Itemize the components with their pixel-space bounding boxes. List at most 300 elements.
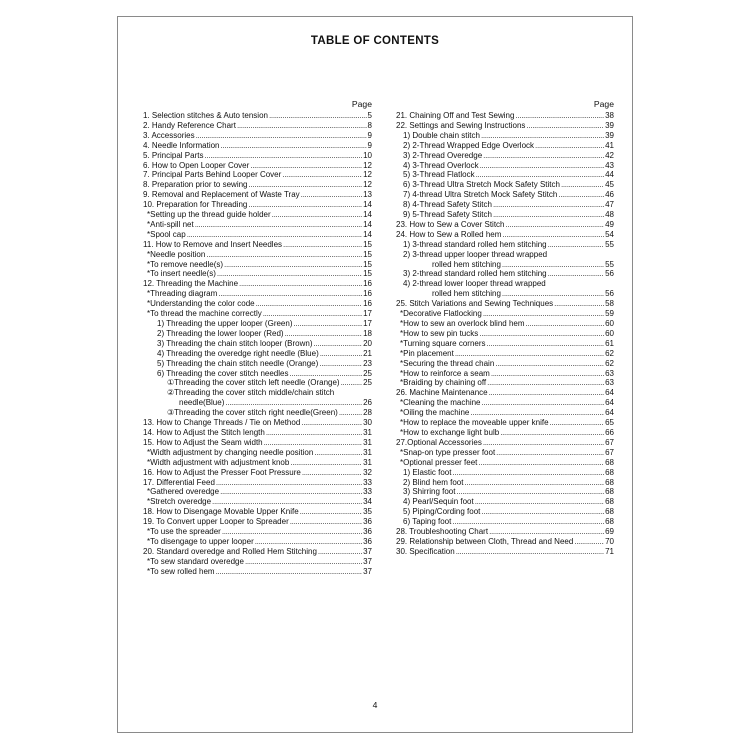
toc-entry-page: 14 <box>363 219 372 229</box>
toc-entry-title: *Needle position <box>147 249 206 259</box>
toc-entry <box>143 458 372 468</box>
toc-entry-title: 1) 3-thread standard rolled hem stitching <box>403 239 547 249</box>
toc-entry <box>143 111 372 121</box>
toc-entry-page: 31 <box>363 427 372 437</box>
toc-entry-title: 5. Principal Parts <box>143 150 204 160</box>
toc-entry <box>396 478 614 488</box>
toc-entry-title: *Cleaning the machine <box>400 398 481 408</box>
toc-entry <box>143 151 372 161</box>
dot-leader <box>272 210 362 220</box>
toc-entry <box>396 161 614 171</box>
toc-entry <box>143 260 372 270</box>
dot-leader <box>264 438 362 448</box>
toc-entry <box>396 299 614 309</box>
toc-left-column <box>143 97 372 577</box>
toc-entry-page: 16 <box>363 289 372 299</box>
dot-leader <box>249 180 363 190</box>
toc-entry-page: 30 <box>363 418 372 428</box>
dot-leader <box>456 547 604 557</box>
toc-entry-page: 26 <box>363 398 372 408</box>
toc-entry-page: 66 <box>605 427 614 437</box>
dot-leader <box>481 507 604 517</box>
toc-entry-page: 14 <box>363 210 372 220</box>
toc-entry-title: 6) Threading the cover stitch needles <box>157 368 289 378</box>
toc-entry-page: 21 <box>363 348 372 358</box>
toc-entry <box>396 408 614 418</box>
dot-leader <box>476 170 605 180</box>
dot-leader <box>470 408 604 418</box>
dot-leader <box>496 448 604 458</box>
dot-leader <box>464 478 604 488</box>
toc-entry <box>396 260 614 270</box>
dot-leader <box>479 329 604 339</box>
dot-leader <box>483 438 604 448</box>
dot-leader <box>489 388 604 398</box>
toc-entry-page: 36 <box>363 527 372 537</box>
toc-entry-title: 5) 3-Thread Flatlock <box>403 170 475 180</box>
toc-entry <box>143 547 372 557</box>
toc-entry <box>143 319 372 329</box>
dot-leader <box>339 408 362 418</box>
toc-entry-page: 68 <box>605 497 614 507</box>
toc-entry-page: 35 <box>363 507 372 517</box>
dot-leader <box>263 309 362 319</box>
dot-leader <box>574 537 604 547</box>
toc-entry-title: 15. How to Adjust the Seam width <box>143 437 263 447</box>
toc-entry <box>396 497 614 507</box>
toc-entry <box>143 487 372 497</box>
left-entries-list <box>143 111 372 577</box>
toc-entry <box>396 507 614 517</box>
toc-entry-page: 28 <box>363 408 372 418</box>
toc-entry-page: 31 <box>363 437 372 447</box>
toc-entry-page: 68 <box>605 487 614 497</box>
dot-leader <box>314 448 362 458</box>
toc-entry-page: 15 <box>363 239 372 249</box>
toc-entry-title: *Decorative Flatlocking <box>400 309 482 319</box>
toc-entry <box>143 378 372 388</box>
toc-entry <box>396 131 614 141</box>
toc-entry-title: *To remove needle(s) <box>147 259 224 269</box>
toc-entry-page: 33 <box>363 487 372 497</box>
toc-entry <box>143 200 372 210</box>
toc-entry-title: rolled hem stitching <box>432 289 501 299</box>
toc-entry <box>396 309 614 319</box>
toc-entry-page: 56 <box>605 269 614 279</box>
dot-leader <box>187 230 362 240</box>
toc-entry-title: 9) 5-Thread Safety Stitch <box>403 210 492 220</box>
toc-entry-page: 36 <box>363 536 372 546</box>
toc-entry-title: *Setting up the thread guide holder <box>147 210 271 220</box>
toc-entry <box>396 250 614 260</box>
toc-entry-title: 5) Threading the chain stitch needle (Orange) <box>157 358 319 368</box>
toc-entry-title: 3) 2-thread standard rolled hem stitching <box>403 269 547 279</box>
toc-entry-title: *To use the spreader <box>147 527 221 537</box>
toc-entry-title: 8. Preparation prior to sewing <box>143 180 248 190</box>
dot-leader <box>216 567 363 577</box>
toc-entry-page: 69 <box>605 527 614 537</box>
toc-entry <box>396 121 614 131</box>
toc-entry <box>396 388 614 398</box>
toc-entry-title: 3) Threading the chain stitch looper (Brown) <box>157 338 313 348</box>
dot-leader <box>482 398 605 408</box>
toc-entry <box>143 180 372 190</box>
toc-entry-page: 14 <box>363 200 372 210</box>
toc-entry-title: *How to replace the moveable upper knife <box>400 418 549 428</box>
toc-entry-page: 68 <box>605 507 614 517</box>
toc-entry <box>143 428 372 438</box>
toc-entry-page: 17 <box>363 309 372 319</box>
toc-entry <box>143 349 372 359</box>
toc-entry-title: 4. Needle Information <box>143 140 220 150</box>
dot-leader <box>550 418 605 428</box>
dot-leader <box>480 161 605 171</box>
dot-leader <box>195 220 362 230</box>
dot-leader <box>218 289 362 299</box>
toc-entry-page: 60 <box>605 319 614 329</box>
toc-entry <box>143 170 372 180</box>
dot-leader <box>475 497 604 507</box>
toc-entry <box>143 339 372 349</box>
dot-leader <box>302 468 362 478</box>
toc-entry-title: 12. Threading the Machine <box>143 279 239 289</box>
dot-leader <box>266 428 362 438</box>
toc-entry-page: 68 <box>605 477 614 487</box>
toc-entry-title: 26. Machine Maintenance <box>396 388 488 398</box>
toc-entry-title: 1. Selection stitches & Auto tension <box>143 110 268 120</box>
toc-entry <box>396 279 614 289</box>
toc-entry-title: 1) Double chain stitch <box>403 130 480 140</box>
toc-entry <box>143 507 372 517</box>
dot-leader <box>319 359 362 369</box>
dot-leader <box>478 458 604 468</box>
toc-entry-title: rolled hem stitching <box>432 259 501 269</box>
toc-entry-page: 54 <box>605 229 614 239</box>
toc-entry-title: *Turning square corners <box>400 338 486 348</box>
toc-entry <box>396 438 614 448</box>
dot-leader <box>535 141 604 151</box>
dot-leader <box>491 369 604 379</box>
dot-leader <box>206 250 362 260</box>
toc-entry <box>143 299 372 309</box>
dot-leader <box>561 180 604 190</box>
toc-entry-title: 23. How to Sew a Cover Stitch <box>396 219 505 229</box>
toc-entry <box>396 468 614 478</box>
toc-entry-page: 67 <box>605 447 614 457</box>
toc-entry <box>396 170 614 180</box>
dot-leader <box>506 220 605 230</box>
toc-entry-page: 14 <box>363 229 372 239</box>
dot-leader <box>250 161 362 171</box>
toc-entry-page: 37 <box>363 556 372 566</box>
dot-leader <box>255 537 362 547</box>
dot-leader <box>558 190 604 200</box>
dot-leader <box>282 170 362 180</box>
toc-entry <box>143 557 372 567</box>
toc-entry-page: 36 <box>363 517 372 527</box>
dot-leader <box>225 398 362 408</box>
left-column-page-header: Page <box>351 99 372 109</box>
toc-entry-title: 8) 4-Thread Safety Stitch <box>403 200 492 210</box>
toc-entry <box>143 329 372 339</box>
toc-entry-title: *To thread the machine correctly <box>147 309 262 319</box>
toc-entry-title: ①Threading the cover stitch left needle (Orange) <box>167 378 340 388</box>
toc-entry-page: 18 <box>363 328 372 338</box>
toc-entry-page: 65 <box>605 418 614 428</box>
toc-entry-page: 64 <box>605 398 614 408</box>
toc-entry-title: 4) 3-Thread Overlock <box>403 160 479 170</box>
dot-leader <box>294 319 363 329</box>
toc-entry-title: 27.Optional Accessories <box>396 437 482 447</box>
toc-entry <box>143 121 372 131</box>
toc-entry-title: *How to sew pin tucks <box>400 328 479 338</box>
toc-entry-title: 2) 2-Thread Wrapped Edge Overlock <box>403 140 535 150</box>
dot-leader <box>483 309 604 319</box>
toc-entry-title: 2) Threading the lower looper (Red) <box>157 328 284 338</box>
toc-entry <box>396 289 614 299</box>
toc-entry-title: 1) Elastic foot <box>403 467 452 477</box>
dot-leader <box>489 527 604 537</box>
dot-leader <box>483 151 604 161</box>
toc-entry-title: 14. How to Adjust the Stitch length <box>143 427 265 437</box>
toc-entry-page: 10 <box>363 150 372 160</box>
toc-entry-title: *Stretch overedge <box>147 497 212 507</box>
dot-leader <box>452 468 604 478</box>
toc-entry-page: 44 <box>605 170 614 180</box>
toc-entry <box>396 111 614 121</box>
toc-entry <box>143 517 372 527</box>
toc-entry <box>396 359 614 369</box>
toc-entry-title: *How to exchange light bulb <box>400 427 500 437</box>
toc-entry <box>396 190 614 200</box>
toc-entry-page: 23 <box>363 358 372 368</box>
toc-entry-page: 33 <box>363 477 372 487</box>
toc-entry-page: 15 <box>363 269 372 279</box>
dot-leader <box>300 507 362 517</box>
toc-entry <box>396 329 614 339</box>
dot-leader <box>318 547 362 557</box>
toc-entry-title: *Understanding the color code <box>147 299 255 309</box>
dot-leader <box>502 289 604 299</box>
toc-entry-page: 67 <box>605 437 614 447</box>
toc-entry-page: 41 <box>605 140 614 150</box>
toc-entry <box>396 141 614 151</box>
toc-entry-page: 9 <box>367 130 372 140</box>
dot-leader <box>221 141 367 151</box>
toc-entry-page: 9 <box>367 140 372 150</box>
dot-leader <box>320 349 362 359</box>
dot-leader <box>481 131 604 141</box>
dot-leader <box>487 378 604 388</box>
toc-entry <box>143 240 372 250</box>
toc-entry-title: *Securing the thread chain <box>400 358 495 368</box>
dot-leader <box>493 210 604 220</box>
dot-leader <box>204 151 362 161</box>
toc-entry <box>396 398 614 408</box>
dot-leader <box>495 359 604 369</box>
toc-entry <box>396 180 614 190</box>
toc-entry <box>143 418 372 428</box>
dot-leader <box>290 517 362 527</box>
toc-entry-page: 64 <box>605 388 614 398</box>
toc-entry-title: 4) 2-thread lower looper thread wrapped <box>403 279 546 289</box>
dot-leader <box>216 478 362 488</box>
dot-leader <box>212 497 362 507</box>
dot-leader <box>526 319 605 329</box>
toc-entry <box>143 438 372 448</box>
toc-entry-page: 5 <box>367 110 372 120</box>
toc-entry <box>143 388 372 398</box>
dot-leader <box>493 200 604 210</box>
toc-entry-page: 15 <box>363 249 372 259</box>
dot-leader <box>256 299 362 309</box>
dot-leader <box>526 121 604 131</box>
dot-leader <box>515 111 604 121</box>
toc-entry-title: 10. Preparation for Threading <box>143 200 248 210</box>
toc-entry-page: 17 <box>363 319 372 329</box>
dot-leader <box>455 349 604 359</box>
toc-entry-title: 7. Principal Parts Behind Looper Cover <box>143 170 282 180</box>
toc-entry-page: 62 <box>605 358 614 368</box>
toc-entry-title: 3) Shirring foot <box>403 487 456 497</box>
toc-entry-page: 56 <box>605 289 614 299</box>
toc-entry <box>396 151 614 161</box>
toc-entry-title: 17. Differential Feed <box>143 477 215 487</box>
dot-leader <box>248 200 362 210</box>
toc-entry <box>143 478 372 488</box>
toc-entry-title: 19. To Convert upper Looper to Spreader <box>143 517 289 527</box>
toc-entry-title: 18. How to Disengage Movable Upper Knife <box>143 507 299 517</box>
toc-entry-page: 8 <box>367 120 372 130</box>
dot-leader <box>502 260 604 270</box>
toc-entry-title: *To sew standard overedge <box>147 556 244 566</box>
dot-leader <box>222 527 362 537</box>
dot-leader <box>237 121 367 131</box>
toc-entry <box>396 240 614 250</box>
toc-entry-page: 15 <box>363 259 372 269</box>
toc-entry-title: *Braiding by chaining off <box>400 378 487 388</box>
toc-entry-page: 12 <box>363 180 372 190</box>
toc-entry-page: 60 <box>605 328 614 338</box>
toc-entry <box>396 458 614 468</box>
toc-entry-page: 31 <box>363 457 372 467</box>
toc-entry <box>396 487 614 497</box>
toc-entry-page: 20 <box>363 338 372 348</box>
toc-entry-page: 55 <box>605 259 614 269</box>
toc-entry-title: 4) Pearl/Sequin foot <box>403 497 474 507</box>
page-title: TABLE OF CONTENTS <box>310 35 440 47</box>
toc-entry-title: 1) Threading the upper looper (Green) <box>157 319 293 329</box>
dot-leader <box>196 131 367 141</box>
toc-entry-page: 43 <box>605 160 614 170</box>
toc-entry-title: needle(Blue) <box>179 398 225 408</box>
toc-entry <box>396 448 614 458</box>
toc-entry-page: 37 <box>363 566 372 576</box>
dot-leader <box>500 428 604 438</box>
toc-entry-title: 29. Relationship between Cloth, Thread and Need <box>396 536 574 546</box>
toc-entry-page: 25 <box>363 378 372 388</box>
toc-entry <box>143 250 372 260</box>
toc-entry-title: *Pin placement <box>400 348 454 358</box>
toc-entry-title: 5) Piping/Cording foot <box>403 507 481 517</box>
toc-entry-page: 42 <box>605 150 614 160</box>
toc-entry-title: *How to sew an overlock blind hem <box>400 319 525 329</box>
toc-entry-page: 39 <box>605 130 614 140</box>
toc-entry-page: 55 <box>605 239 614 249</box>
toc-entry-title: *Spool cap <box>147 229 186 239</box>
dot-leader <box>269 111 367 121</box>
toc-entry-title: 3. Accessories <box>143 130 195 140</box>
toc-entry-page: 45 <box>605 180 614 190</box>
toc-entry <box>396 418 614 428</box>
page-number: 4 <box>372 700 378 710</box>
toc-entry-page: 68 <box>605 467 614 477</box>
toc-entry <box>396 547 614 557</box>
toc-entry-title: 21. Chaining Off and Test Sewing <box>396 110 515 120</box>
toc-entry-title: *To insert needle(s) <box>147 269 216 279</box>
toc-entry-page: 62 <box>605 348 614 358</box>
toc-entry <box>143 408 372 418</box>
toc-entry-title: 16. How to Adjust the Presser Foot Pressure <box>143 467 301 477</box>
toc-entry-page: 46 <box>605 190 614 200</box>
toc-entry-page: 16 <box>363 279 372 289</box>
toc-entry-page: 12 <box>363 160 372 170</box>
dot-leader <box>290 458 362 468</box>
toc-entry <box>396 210 614 220</box>
toc-entry-page: 48 <box>605 210 614 220</box>
dot-leader <box>487 339 605 349</box>
dot-leader <box>548 240 604 250</box>
toc-entry-title: 6. How to Open Looper Cover <box>143 160 250 170</box>
toc-entry <box>143 537 372 547</box>
toc-entry <box>143 468 372 478</box>
dot-leader <box>548 269 604 279</box>
toc-entry-title: 7) 4-thread Ultra Stretch Mock Safety Stitch <box>403 190 558 200</box>
manual-page <box>117 16 633 733</box>
toc-entry-page: 25 <box>363 368 372 378</box>
toc-entry-page: 49 <box>605 219 614 229</box>
toc-entry-title: ②Threading the cover stitch middle/chain stitch <box>167 388 335 398</box>
toc-entry <box>396 230 614 240</box>
toc-entry-page: 47 <box>605 200 614 210</box>
toc-entry-page: 16 <box>363 299 372 309</box>
toc-entry <box>143 369 372 379</box>
dot-leader <box>285 329 363 339</box>
dot-leader <box>301 418 362 428</box>
toc-entry-title: 2) 3-thread upper looper thread wrapped <box>403 249 548 259</box>
toc-entry-page: 71 <box>605 546 614 556</box>
toc-entry <box>396 517 614 527</box>
toc-entry-title: *Optional presser feet <box>400 457 478 467</box>
toc-entry-title: 11. How to Remove and Insert Needles <box>143 239 283 249</box>
toc-entry <box>143 270 372 280</box>
toc-entry <box>143 210 372 220</box>
toc-entry-title: 20. Standard overedge and Rolled Hem Stitching <box>143 546 317 556</box>
toc-entry <box>396 270 614 280</box>
toc-entry <box>396 319 614 329</box>
dot-leader <box>217 269 362 279</box>
toc-entry <box>396 428 614 438</box>
toc-entry-page: 37 <box>363 546 372 556</box>
toc-entry-title: 2) Blind hem foot <box>403 477 464 487</box>
dot-leader <box>554 299 604 309</box>
dot-leader <box>452 517 604 527</box>
toc-entry-title: 9. Removal and Replacement of Waste Tray <box>143 190 300 200</box>
toc-entry <box>396 349 614 359</box>
toc-entry-page: 63 <box>605 378 614 388</box>
toc-entry <box>143 289 372 299</box>
toc-entry-page: 63 <box>605 368 614 378</box>
